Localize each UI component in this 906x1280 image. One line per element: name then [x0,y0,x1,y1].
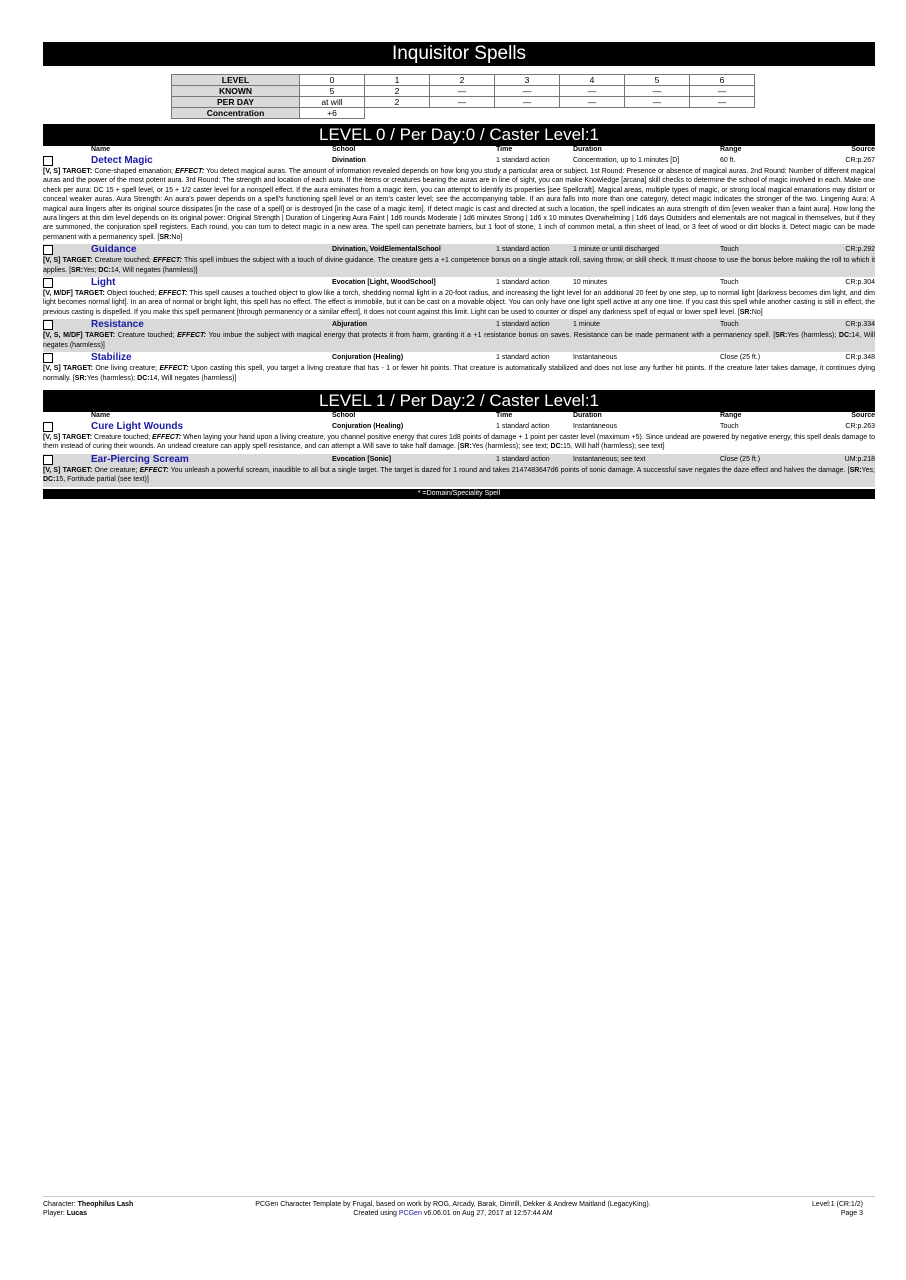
domain-footnote: * =Domain/Speciality Spell [43,489,875,499]
spell-components: [V, S] [43,466,61,474]
summary-cell: — [430,86,495,97]
spell-row [43,277,875,288]
summary-empty-cell [560,108,625,119]
effect-label: EFFECT: [139,466,169,474]
spell-description: [V, S] TARGET: One living creature; EFFECT: Upon casting this spell, you target a living creature that has - 1 or fewer hit points. That creature is automatically stabilized and does not lose any further hit points. If the creature later takes damage, it continues dying normally. [SR:Yes (harmless); DC:14, Will negates (harmless)] [43,365,875,382]
spell-casting-time: 1 standard action [496,354,550,362]
summary-cell: 5 [625,75,690,86]
spell-resistance: No [751,308,761,316]
summary-cell: 2 [430,75,495,86]
spell-components: [V, S, M/DF] [43,332,83,340]
spell-components: [V, S] [43,365,61,373]
spell-effect: Upon casting this spell, you target a living creature that has - 1 or fewer hit points. That creature is automatically stabilized and does not lose any further hit points. If the creature later takes damage, it continues dying normally. [43,365,875,382]
summary-cell: — [625,97,690,108]
page-footer [43,1196,875,1217]
spell-duration: Instantaneous [573,354,617,362]
spell-target: Creature touched; [94,433,151,441]
target-label: TARGET: [62,257,93,265]
summary-row-label: LEVEL [172,75,300,86]
spell-name: Guidance [91,244,137,256]
dc-label: DC: [550,443,563,451]
target-label: TARGET: [62,466,93,474]
spell-range: Touch [720,321,739,329]
summary-empty-cell [690,108,755,119]
spell-row [43,454,875,465]
spell-description: [V, S] TARGET: Creature touched; EFFECT: This spell imbues the subject with a touch of divine guidance. The creature gets a +1 competence bonus on a single attack roll, saving throw, or skill check. It must choose to use the bonus before making the roll to which it applies. [SR:Yes; DC:14, Will negates (harmless)] [43,255,875,277]
sr-label: SR: [775,332,788,340]
spell-casting-time: 1 standard action [496,455,550,463]
summary-row [172,97,755,108]
spell-resistance: No [171,233,181,241]
spell-effect: You unleash a powerful scream, inaudible to all but a single target. The target is dazed for 1 round and takes 2147483647d6 points of sonic damage. A successful save negates the daze effect and halves the damage. [170,466,846,474]
column-header-row [43,412,875,421]
column-header-time: Time [496,411,513,419]
target-label: TARGET: [85,332,116,340]
spell-casting-time: 1 standard action [496,279,550,287]
footer-level-page [812,1200,863,1218]
dc-label: DC: [43,476,56,484]
summary-row-label: KNOWN [172,86,300,97]
column-header-time: Time [496,146,513,153]
spell-dc: 14, Will negates (harmless) [149,374,235,382]
character-name: Theophilus Lash [77,1201,134,1208]
spell-name: Detect Magic [91,155,153,166]
spell-components: [V, S] [43,257,61,265]
summary-cell: at will [300,97,365,108]
spell-range: Touch [720,422,739,430]
spell-source: CR:p.267 [845,157,875,164]
spell-school: Conjuration (Healing) [332,354,404,362]
spell-duration: 10 minutes [573,279,608,287]
spell-duration: Instantaneous [573,422,617,430]
sr-label: SR: [159,233,172,241]
summary-cell: +6 [300,108,365,119]
dc-label: DC: [98,266,111,274]
spell-source: CR:p.348 [845,354,875,362]
target-label: TARGET: [75,290,105,298]
summary-cell: — [690,97,755,108]
spell-effect: This spell imbues the subject with a touch of divine guidance. The creature gets a +1 competence bonus on a single attack roll, saving throw, or skill check. It must choose to use the bonus before making the roll to which it applies. [43,257,876,274]
summary-cell: 2 [365,97,430,108]
spell-range: Touch [720,279,739,287]
spell-slot-checkbox[interactable] [43,320,53,330]
spell-casting-time: 1 standard action [496,422,550,430]
summary-cell: 0 [300,75,365,86]
sr-label: SR: [849,466,862,474]
column-header-name: Name [91,411,111,419]
spell-components: [V, S] [43,168,61,175]
summary-row [172,75,755,86]
dc-label: DC: [137,374,150,382]
column-header-range: Range [720,411,742,419]
summary-empty-cell [365,108,430,119]
spell-row [43,352,875,363]
spell-name: Resistance [91,319,144,331]
effect-label: EFFECT: [175,168,205,175]
column-header-duration: Duration [573,411,602,419]
spell-school: Abjuration [332,321,367,329]
spell-target: One living creature; [95,365,158,373]
spell-duration: Instantaneous; see text [573,455,646,463]
summary-cell: 3 [495,75,560,86]
summary-cell: 4 [560,75,625,86]
spell-resistance: Yes (harmless) [787,332,835,340]
spell-effect: This spell causes a touched object to glow like a torch, shedding normal light in a 20-foot radius, and increasing the light level for an additional 20 feet by one step, up to normal light [darkness becomes dim light, and dim light becomes normal light]. In an area of normal or bright light, this spell has no effect. The effect is immobile, but it can be cast on a movable object. You can only have one light spell active at any one time. If you cast this spell while another casting is still in effect, the previous casting is dispelled. If you make this spell permanent [through permanency or a similar effect], it does not count against this limit. Light can be used to counter or dispel any darkness spell of equal or lower spell level. [43,290,875,316]
spell-target: Creature touched; [94,257,151,265]
spell-range: 60 ft. [720,157,736,164]
spell-slot-checkbox[interactable] [43,353,53,363]
spell-casting-time: 1 standard action [496,157,550,164]
summary-cell: 2 [365,86,430,97]
spell-target: Cone-shaped emanation; [94,168,174,175]
spell-row [43,244,875,255]
summary-cell: — [495,86,560,97]
summary-row-label: Concentration [172,108,300,119]
summary-cell: 6 [690,75,755,86]
spell-slot-checkbox[interactable] [43,278,53,288]
spell-description: [V, S] TARGET: One creature; EFFECT: You unleash a powerful scream, inaudible to all but a single target. The target is dazed for 1 round and takes 2147483647d6 points of sonic damage. A successful save negates the daze effect and halves the damage. [SR:Yes; DC:15, Fortitude partial (see text)] [43,465,875,487]
spell-source: CR:p.292 [845,246,875,254]
spell-name: Cure Light Wounds [91,420,184,432]
column-header-source: Source [851,411,875,419]
effect-label: EFFECT: [152,433,182,441]
sr-label: SR: [74,374,87,382]
spell-target: Creature touched; [117,332,175,340]
spell-components: [V, S] [43,433,61,441]
effect-label: EFFECT: [152,257,183,265]
spell-description: [V, S, M/DF] TARGET: Creature touched; EFFECT: You imbue the subject with magical energy that protects it from harm, granting it a +1 resistance bonus on saves. Resistance can be made permanent with a permanency spell. [SR:Yes (harmless); DC:14, Will negates (harmless)] [43,330,875,352]
spell-row [43,319,875,330]
spell-dc: 14, Will negates (harmless) [43,332,875,349]
summary-row-label: PER DAY [172,97,300,108]
column-header-range: Range [720,146,742,153]
spell-components: [V, M/DF] [43,290,73,298]
spell-resistance: Yes (harmless); see text [471,443,547,451]
spell-school: Divination, VoidElementalSchool [332,246,441,254]
spell-dc: 15, Will half (harmless); see text [562,443,663,451]
spell-summary-table [171,74,755,119]
footer-credits: PCGen Character Template by Frugal, based on work by ROG, Arcady, Barak, Dimrill, Dekker & Andrew Maitland (LegacyKing). Created using PCGen v6.06.01 on Aug 27, 2017 at 12:57:44 AM [255,1201,651,1217]
player-name: Lucas [66,1210,87,1217]
spell-effect: You imbue the subject with magical energy that protects it from harm, granting it a +1 resistance bonus on saves. Resistance can be made permanent with a permanency spell. [208,332,771,340]
summary-empty-cell [430,108,495,119]
spell-resistance: Yes [861,466,874,474]
spell-dc: 14, Will negates (harmless) [110,266,196,274]
target-label: TARGET: [62,433,93,441]
column-header-school: School [332,411,356,419]
spell-effect: When laying your hand upon a living creature, you channel positive energy that cures 1d8 points of damage + 1 point per caster level (maximum +5). Since undead are powered by negative energy, this spell deals damage to them instead of curing their wounds. An undead creature can apply spell resistance, and can attempt a Will save to take half damage. [43,433,875,451]
spell-school: Conjuration (Healing) [332,422,404,430]
spell-casting-time: 1 standard action [496,321,550,329]
spell-duration: 1 minute or until discharged [573,246,659,254]
column-header-source: Source [851,146,875,153]
spell-school: Evocation [Light, WoodSchool] [332,279,436,287]
summary-cell: 1 [365,75,430,86]
spell-name: Stabilize [91,352,132,364]
spell-range: Close (25 ft.) [720,455,761,463]
spell-source: CR:p.334 [845,321,875,329]
spell-casting-time: 1 standard action [496,246,550,254]
effect-label: EFFECT: [158,290,188,298]
spell-slot-checkbox[interactable] [43,455,53,465]
target-label: TARGET: [62,168,93,175]
column-header-duration: Duration [573,146,602,153]
effect-label: EFFECT: [159,365,189,373]
spell-target: One creature; [94,466,138,474]
summary-empty-cell [625,108,690,119]
summary-cell: — [690,86,755,97]
page [43,42,875,499]
spell-levels [43,124,875,487]
level-heading: LEVEL 1 / Per Day:2 / Caster Level:1 [43,390,875,412]
spell-source: CR:p.263 [845,422,875,430]
spell-row [43,421,875,432]
column-header-row [43,146,875,155]
spell-range: Touch [720,246,739,254]
effect-label: EFFECT: [177,332,207,340]
spell-row [43,155,875,166]
spell-description: [V, S] TARGET: Creature touched; EFFECT: When laying your hand upon a living creature, you channel positive energy that cures 1d8 points of damage + 1 point per caster level (maximum +5). Since undead are powered by negative energy, this spell deals damage to them instead of curing their wounds. An undead creature can apply spell resistance, and can attempt a Will save to take half damage. [SR:Yes (harmless); see text; DC:15, Will half (harmless); see text] [43,433,875,451]
target-label: TARGET: [63,365,93,373]
summary-empty-cell [495,108,560,119]
spell-slot-checkbox[interactable] [43,422,53,432]
spell-resistance: Yes (harmless) [86,374,134,382]
spell-name: Light [91,277,116,289]
summary-cell: — [430,97,495,108]
spell-resistance: Yes [83,266,95,274]
spell-source: UM:p.218 [844,455,875,463]
spell-duration: 1 minute [573,321,600,329]
spell-slot-checkbox[interactable] [43,245,53,255]
summary-cell: — [495,97,560,108]
footer-character-info: Character: Theophilus Lash Player: Lucas [43,1201,134,1217]
spell-dc: 15, Fortitude partial (see text) [55,476,147,484]
spell-description: [V, M/DF] TARGET: Object touched; EFFECT: This spell causes a touched object to glow like a torch, shedding normal light in a 20-foot radius, and increasing the light level for an additional 20 feet by one step, up to normal light [darkness becomes dim light, and dim light becomes normal light]. In an area of normal or bright light, this spell has no effect. The effect is immobile, but it can be cast on a movable object. You can only have one light spell active at any one time. If you cast this spell while another casting is still in effect, the previous casting is dispelled. If you make this spell permanent [through permanency or a similar effect], it does not count against this limit. Light can be used to counter or dispel any darkness spell of equal or lower spell level. [SR:No] [43,290,875,316]
sr-label: SR: [739,308,752,316]
spell-school: Divination [332,157,366,164]
column-header-school: School [332,146,356,153]
spell-description: [V, S] TARGET: Cone-shaped emanation; EFFECT: You detect magical auras. The amount of information revealed depends on how long you study a particular area or subject. 1st Round: Presence or absence of magical auras. 2nd Round: Number of different magical auras and the power of the most potent aura. 3rd Round: The strength and location of each aura. If the items or creatures bearing the auras are in line of sight, you can make Knowledge [arcana] skill checks to determine the school of magic involved in each. Make one check per aura: DC 15 + spell level, or 15 + 1/2 caster level for a nonspell effect. If the aura eminates from a magic item, you can attempt to identify its properties [see Spellcraft]. Magical areas, multiple types of magic, or strong local magical emanations may distort or conceal weaker auras. Aura Strength: An aura's power depends on a spell's functioning spell level or an item's caster level; see the accompanying table. If an aura falls into more than one category, detect magic indicates the stronger of the two. Lingering Aura: A magical aura lingers after its original source dissipates [in the case of a spell] or is destroyed [in the case of a magic item]. If detect magic is cast and directed at such a location, the spell indicates an aura strength of dim [even weaker than a faint aura]. How long the aura lingers at this dim level depends on its original power: Original Strength | Duration of Lingering Aura Faint | 1d6 rounds Moderate | 1d6 minutes Strong | 1d6 x 10 minutes Overwhelming | 1d6 days Outsiders and elementals are not magical in themselves, but if they are summoned, the conjuration spell registers. Each round, you can turn to detect magic in a new area. The spell can penetrate barriers, but 1 foot of stone, 1 inch of common metal, a thin sheet of lead, or 3 feet of wood or dirt blocks it. Detect magic can be made permanent with a permanency spell. [SR:No] [43,168,876,241]
sr-label: SR: [459,443,472,451]
summary-cell: — [560,97,625,108]
sr-label: SR: [71,266,84,274]
spell-name: Ear-Piercing Scream [91,453,189,465]
summary-row [172,86,755,97]
summary-cell: 5 [300,86,365,97]
spell-target: Object touched; [106,290,157,298]
spell-range: Close (25 ft.) [720,354,761,362]
page-title: Inquisitor Spells [43,42,875,66]
spell-duration: Concentration, up to 1 minutes [D] [573,157,680,164]
pcgen-link[interactable]: PCGen [398,1210,422,1217]
level-heading: LEVEL 0 / Per Day:0 / Caster Level:1 [43,124,875,146]
spell-effect: You detect magical auras. The amount of information revealed depends on how long you study a particular area or subject. 1st Round: Presence or absence of magical auras. 2nd Round: Number of different magical auras and the power of the most potent aura. 3rd Round: The strength and location of each aura. If the items or creatures bearing the auras are in line of sight, you can make Knowledge [arcana] skill checks to determine the school of magic involved in each. Make one check per aura: DC 15 + spell level, or 15 + 1/2 caster level for a nonspell effect. If the aura eminates from a magic item, you can attempt to identify its properties [see Spellcraft]. Magical areas, multiple types of magic, or strong local magical emanations may distort or conceal weaker auras. Aura Strength: An aura's power depends on a spell's functioning spell level or an item's caster level; see the accompanying table. If an aura falls into more than one category, detect magic indicates the stronger of the two. Lingering Aura: A magical aura lingers after its original source dissipates [in the case of a spell] or is destroyed [in the case of a magic item]. If detect magic is cast and directed at such a location, the spell indicates an aura strength of dim [even weaker than a faint aura]. How long the aura lingers at this dim level depends on its original power: Original Strength | Duration of Lingering Aura Faint | 1d6 rounds Moderate | 1d6 minutes Strong | 1d6 x 10 minutes Overwhelming | 1d6 days Outsiders and elementals are not magical in themselves, but if they are summoned, the conjuration spell registers. Each round, you can turn to detect magic in a new area. The spell can penetrate barriers, but 1 foot of stone, 1 inch of common metal, a thin sheet of lead, or 3 feet of wood or dirt blocks it. Detect magic can be made permanent with a permanency spell. [43,168,876,241]
spell-source: CR:p.304 [845,279,875,287]
column-header-name: Name [91,146,111,153]
spell-slot-checkbox[interactable] [43,156,53,166]
spell-school: Evocation [Sonic] [332,455,392,463]
summary-cell: — [560,86,625,97]
page-number: Page 3 [840,1210,863,1217]
character-level: Level:1 (CR:1/2) [812,1201,863,1208]
summary-cell: — [625,86,690,97]
dc-label: DC: [838,332,852,340]
summary-row [172,108,755,119]
